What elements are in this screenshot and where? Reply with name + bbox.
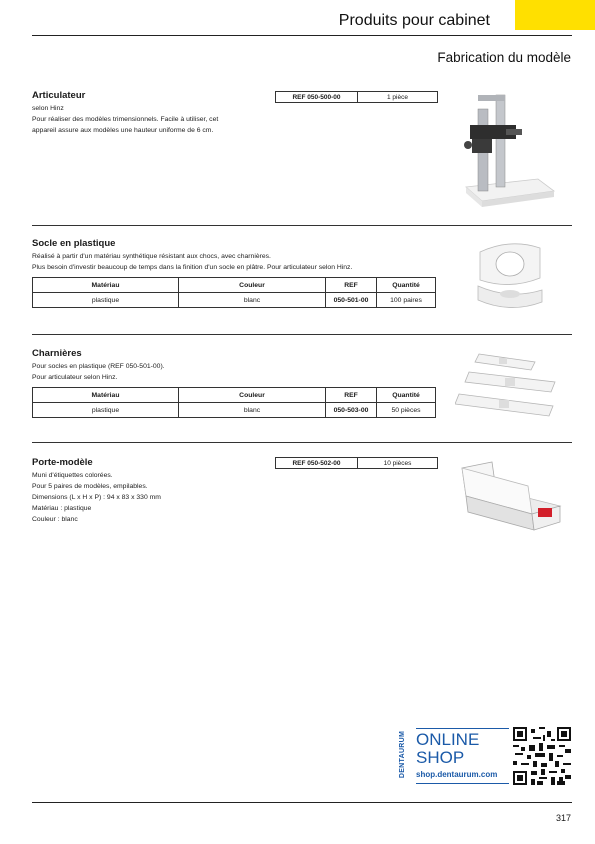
ref-code: REF 050-500-00 xyxy=(276,92,358,103)
qr-code-icon[interactable] xyxy=(513,727,571,785)
table-cell: 050-501-00 xyxy=(326,293,377,308)
section-subtitle: Fabrication du modèle xyxy=(437,50,571,65)
product-desc-line: Matériau : plastique xyxy=(32,505,92,512)
section-divider xyxy=(32,225,572,226)
table-header: Matériau xyxy=(33,278,179,293)
yellow-corner-tab xyxy=(515,0,595,30)
shop-rule xyxy=(416,783,509,784)
product-title: Porte-modèle xyxy=(32,457,93,468)
section-divider xyxy=(32,442,572,443)
product-desc-line: Pour socles en plastique (REF 050-501-00). xyxy=(32,363,165,370)
shop-rule xyxy=(416,728,509,729)
product-title: Charnières xyxy=(32,348,82,359)
footer-divider xyxy=(32,802,572,803)
table-cell: blanc xyxy=(179,293,326,308)
product-title: Socle en plastique xyxy=(32,238,116,249)
shop-url-link[interactable]: shop.dentaurum.com xyxy=(416,770,498,779)
ref-quantity: 1 pièce xyxy=(358,92,438,103)
table-cell: plastique xyxy=(33,403,179,418)
table-row xyxy=(33,403,436,418)
table-header: Quantité xyxy=(377,278,436,293)
product-desc-line: Couleur : blanc xyxy=(32,516,78,523)
ref-quantity: 10 pièces xyxy=(358,458,438,469)
product-desc-line: Muni d'étiquettes colorées. xyxy=(32,472,113,479)
ref-table xyxy=(275,91,438,103)
product-desc-line: selon Hinz xyxy=(32,105,64,112)
table-row xyxy=(33,293,436,308)
table-cell: 100 paires xyxy=(377,293,436,308)
model-holder-image xyxy=(456,460,566,534)
table-header: Quantité xyxy=(377,388,436,403)
table-cell: 50 pièces xyxy=(377,403,436,418)
table-header: Matériau xyxy=(33,388,179,403)
product-desc-line: appareil assure aux modèles une hauteur uniforme de 6 cm. xyxy=(32,127,214,134)
product-table xyxy=(32,387,436,418)
table-header: Couleur xyxy=(179,388,326,403)
table-cell: blanc xyxy=(179,403,326,418)
ref-table xyxy=(275,457,438,469)
table-header: REF xyxy=(326,388,377,403)
table-header: REF xyxy=(326,278,377,293)
product-desc-line: Réalisé à partir d'un matériau synthétique résistant aux chocs, avec charnières. xyxy=(32,253,271,260)
product-desc-line: Pour articulateur selon Hinz. xyxy=(32,374,118,381)
shop-brand-vertical xyxy=(401,727,411,785)
articulator-image xyxy=(458,87,558,211)
product-desc-line: Pour 5 paires de modèles, empilables. xyxy=(32,483,148,490)
section-divider xyxy=(32,334,572,335)
page-title: Produits pour cabinet xyxy=(338,12,490,29)
header-divider xyxy=(32,35,572,36)
table-cell: 050-503-00 xyxy=(326,403,377,418)
product-desc-line: Plus besoin d'investir beaucoup de temps dans la finition d'un socle en plâtre. Pour articulateur selon Hinz. xyxy=(32,264,353,271)
product-desc-line: Pour réaliser des modèles trimensionnels. Facile à utiliser, cet xyxy=(32,116,219,123)
ref-code: REF 050-502-00 xyxy=(276,458,358,469)
hinges-image xyxy=(455,350,567,422)
shop-shop-label[interactable]: SHOP xyxy=(416,748,465,767)
product-title: Articulateur xyxy=(32,90,86,101)
table-header: Couleur xyxy=(179,278,326,293)
plastic-base-image xyxy=(472,238,548,316)
product-desc-line: Dimensions (L x H x P) : 94 x 83 x 330 mm xyxy=(32,494,161,501)
table-cell: plastique xyxy=(33,293,179,308)
shop-online-label[interactable]: ONLINE xyxy=(416,730,480,749)
product-table xyxy=(32,277,436,308)
page-number: 317 xyxy=(555,813,571,823)
brand-name: DENTAURUM xyxy=(399,730,407,779)
